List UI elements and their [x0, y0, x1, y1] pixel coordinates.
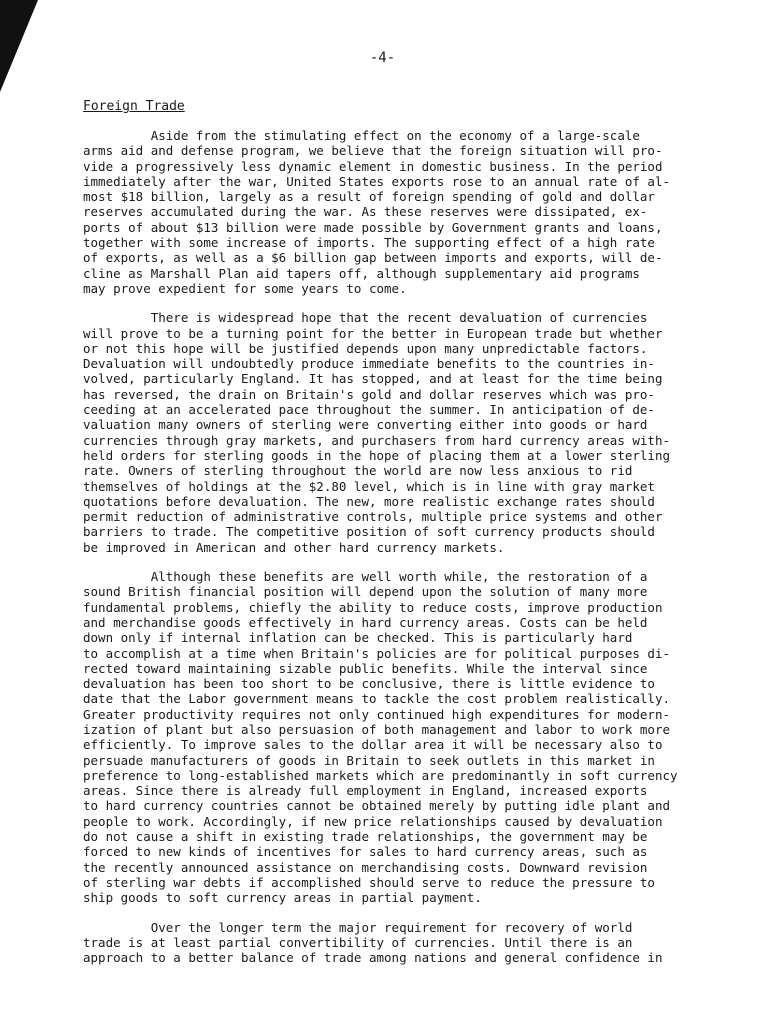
text-line: people to work. Accordingly, if new price relationships caused by devaluation	[83, 813, 663, 829]
text-line: devaluation has been too short to be conclusive, there is little evidence to	[83, 676, 655, 692]
text-line: rected toward maintaining sizable public benefits. While the interval since	[83, 660, 648, 676]
corner-mark	[0, 0, 38, 92]
text-line: quotations before devaluation. The new, more realistic exchange rates should	[83, 493, 655, 509]
text-line: immediately after the war, United States exports rose to an annual rate of al-	[83, 173, 670, 189]
text-line: sound British financial position will depend upon the solution of many more	[83, 584, 648, 600]
text-line: volved, particularly England. It has stopped, and at least for the time being	[83, 371, 663, 387]
text-line: together with some increase of imports. The supporting effect of a high rate	[83, 235, 655, 251]
paragraph	[83, 128, 703, 296]
text-line: ports of about $13 billion were made possible by Government grants and loans,	[83, 219, 663, 235]
body-text	[83, 128, 703, 979]
text-line: or not this hope will be justified depends upon many unpredictable factors.	[83, 340, 648, 356]
text-line: may prove expedient for some years to come.	[83, 280, 407, 296]
text-line: permit reduction of administrative controls, multiple price systems and other	[83, 509, 663, 525]
text-line: There is widespread hope that the recent devaluation of currencies	[83, 310, 648, 326]
text-line: approach to a better balance of trade among nations and general confidence in	[83, 950, 663, 966]
paragraph	[83, 920, 703, 966]
text-line: down only if internal inflation can be checked. This is particularly hard	[83, 630, 633, 646]
text-line: date that the Labor government means to tackle the cost problem realistically.	[83, 691, 670, 707]
text-line: Devaluation will undoubtedly produce immediate benefits to the countries in-	[83, 356, 655, 372]
text-line: trade is at least partial convertibility of currencies. Until there is an	[83, 934, 633, 950]
text-line: fundamental problems, chiefly the ability to reduce costs, improve production	[83, 599, 663, 615]
text-line: ceeding at an accelerated pace throughout the summer. In anticipation of de-	[83, 402, 655, 418]
text-line: held orders for sterling goods in the hope of placing them at a lower sterling	[83, 447, 670, 463]
section-heading: Foreign Trade	[83, 99, 185, 114]
text-line: currencies through gray markets, and purchasers from hard currency areas with-	[83, 432, 670, 448]
text-line: forced to new kinds of incentives for sales to hard currency areas, such as	[83, 844, 648, 860]
text-line: themselves of holdings at the $2.80 level, which is in line with gray market	[83, 478, 655, 494]
text-line: cline as Marshall Plan aid tapers off, although supplementary aid programs	[83, 265, 640, 281]
text-line: Aside from the stimulating effect on the economy of a large-scale	[83, 128, 640, 143]
text-line: Although these benefits are well worth while, the restoration of a	[83, 569, 648, 585]
text-line: will prove to be a turning point for the better in European trade but whether	[83, 325, 663, 341]
text-line: Greater productivity requires not only continued high expenditures for modern-	[83, 706, 670, 722]
text-line: has reversed, the drain on Britain's gold and dollar reserves which was pro-	[83, 386, 655, 402]
text-line: Over the longer term the major requirement for recovery of world	[83, 919, 633, 935]
text-line: do not cause a shift in existing trade relationships, the government may be	[83, 829, 648, 845]
text-line: rate. Owners of sterling throughout the world are now less anxious to rid	[83, 463, 633, 479]
text-line: be improved in American and other hard currency markets.	[83, 539, 505, 555]
paragraph	[83, 569, 703, 906]
text-line: efficiently. To improve sales to the dollar area it will be necessary also to	[83, 737, 663, 753]
text-line: and merchandise goods effectively in hard currency areas. Costs can be held	[83, 614, 648, 630]
text-line: persuade manufacturers of goods in Britain to seek outlets in this market in	[83, 752, 655, 768]
text-line: vide a progressively less dynamic element in domestic business. In the period	[83, 158, 663, 174]
text-line: reserves accumulated during the war. As these reserves were dissipated, ex-	[83, 204, 648, 220]
text-line: to accomplish at a time when Britain's policies are for political purposes di-	[83, 645, 670, 661]
text-line: most $18 billion, largely as a result of foreign spending of gold and dollar	[83, 189, 655, 205]
text-line: barriers to trade. The competitive position of soft currency products should	[83, 524, 655, 540]
text-line: ship goods to soft currency areas in partial payment.	[83, 890, 482, 906]
text-line: of exports, as well as a $6 billion gap between imports and exports, will de-	[83, 250, 663, 266]
text-line: valuation many owners of sterling were converting either into goods or hard	[83, 417, 648, 433]
text-line: to hard currency countries cannot be obtained merely by putting idle plant and	[83, 798, 670, 814]
text-line: arms aid and defense program, we believe that the foreign situation will pro-	[83, 143, 663, 159]
text-line: areas. Since there is already full employment in England, increased exports	[83, 783, 648, 799]
text-line: of sterling war debts if accomplished should serve to reduce the pressure to	[83, 874, 655, 890]
text-line: ization of plant but also persuasion of both management and labor to work more	[83, 721, 670, 737]
paragraph	[83, 310, 703, 555]
text-line: preference to long-established markets which are predominantly in soft currency	[83, 767, 678, 783]
page-number: -4-	[369, 50, 396, 66]
text-line: the recently announced assistance on merchandising costs. Downward revision	[83, 859, 648, 875]
